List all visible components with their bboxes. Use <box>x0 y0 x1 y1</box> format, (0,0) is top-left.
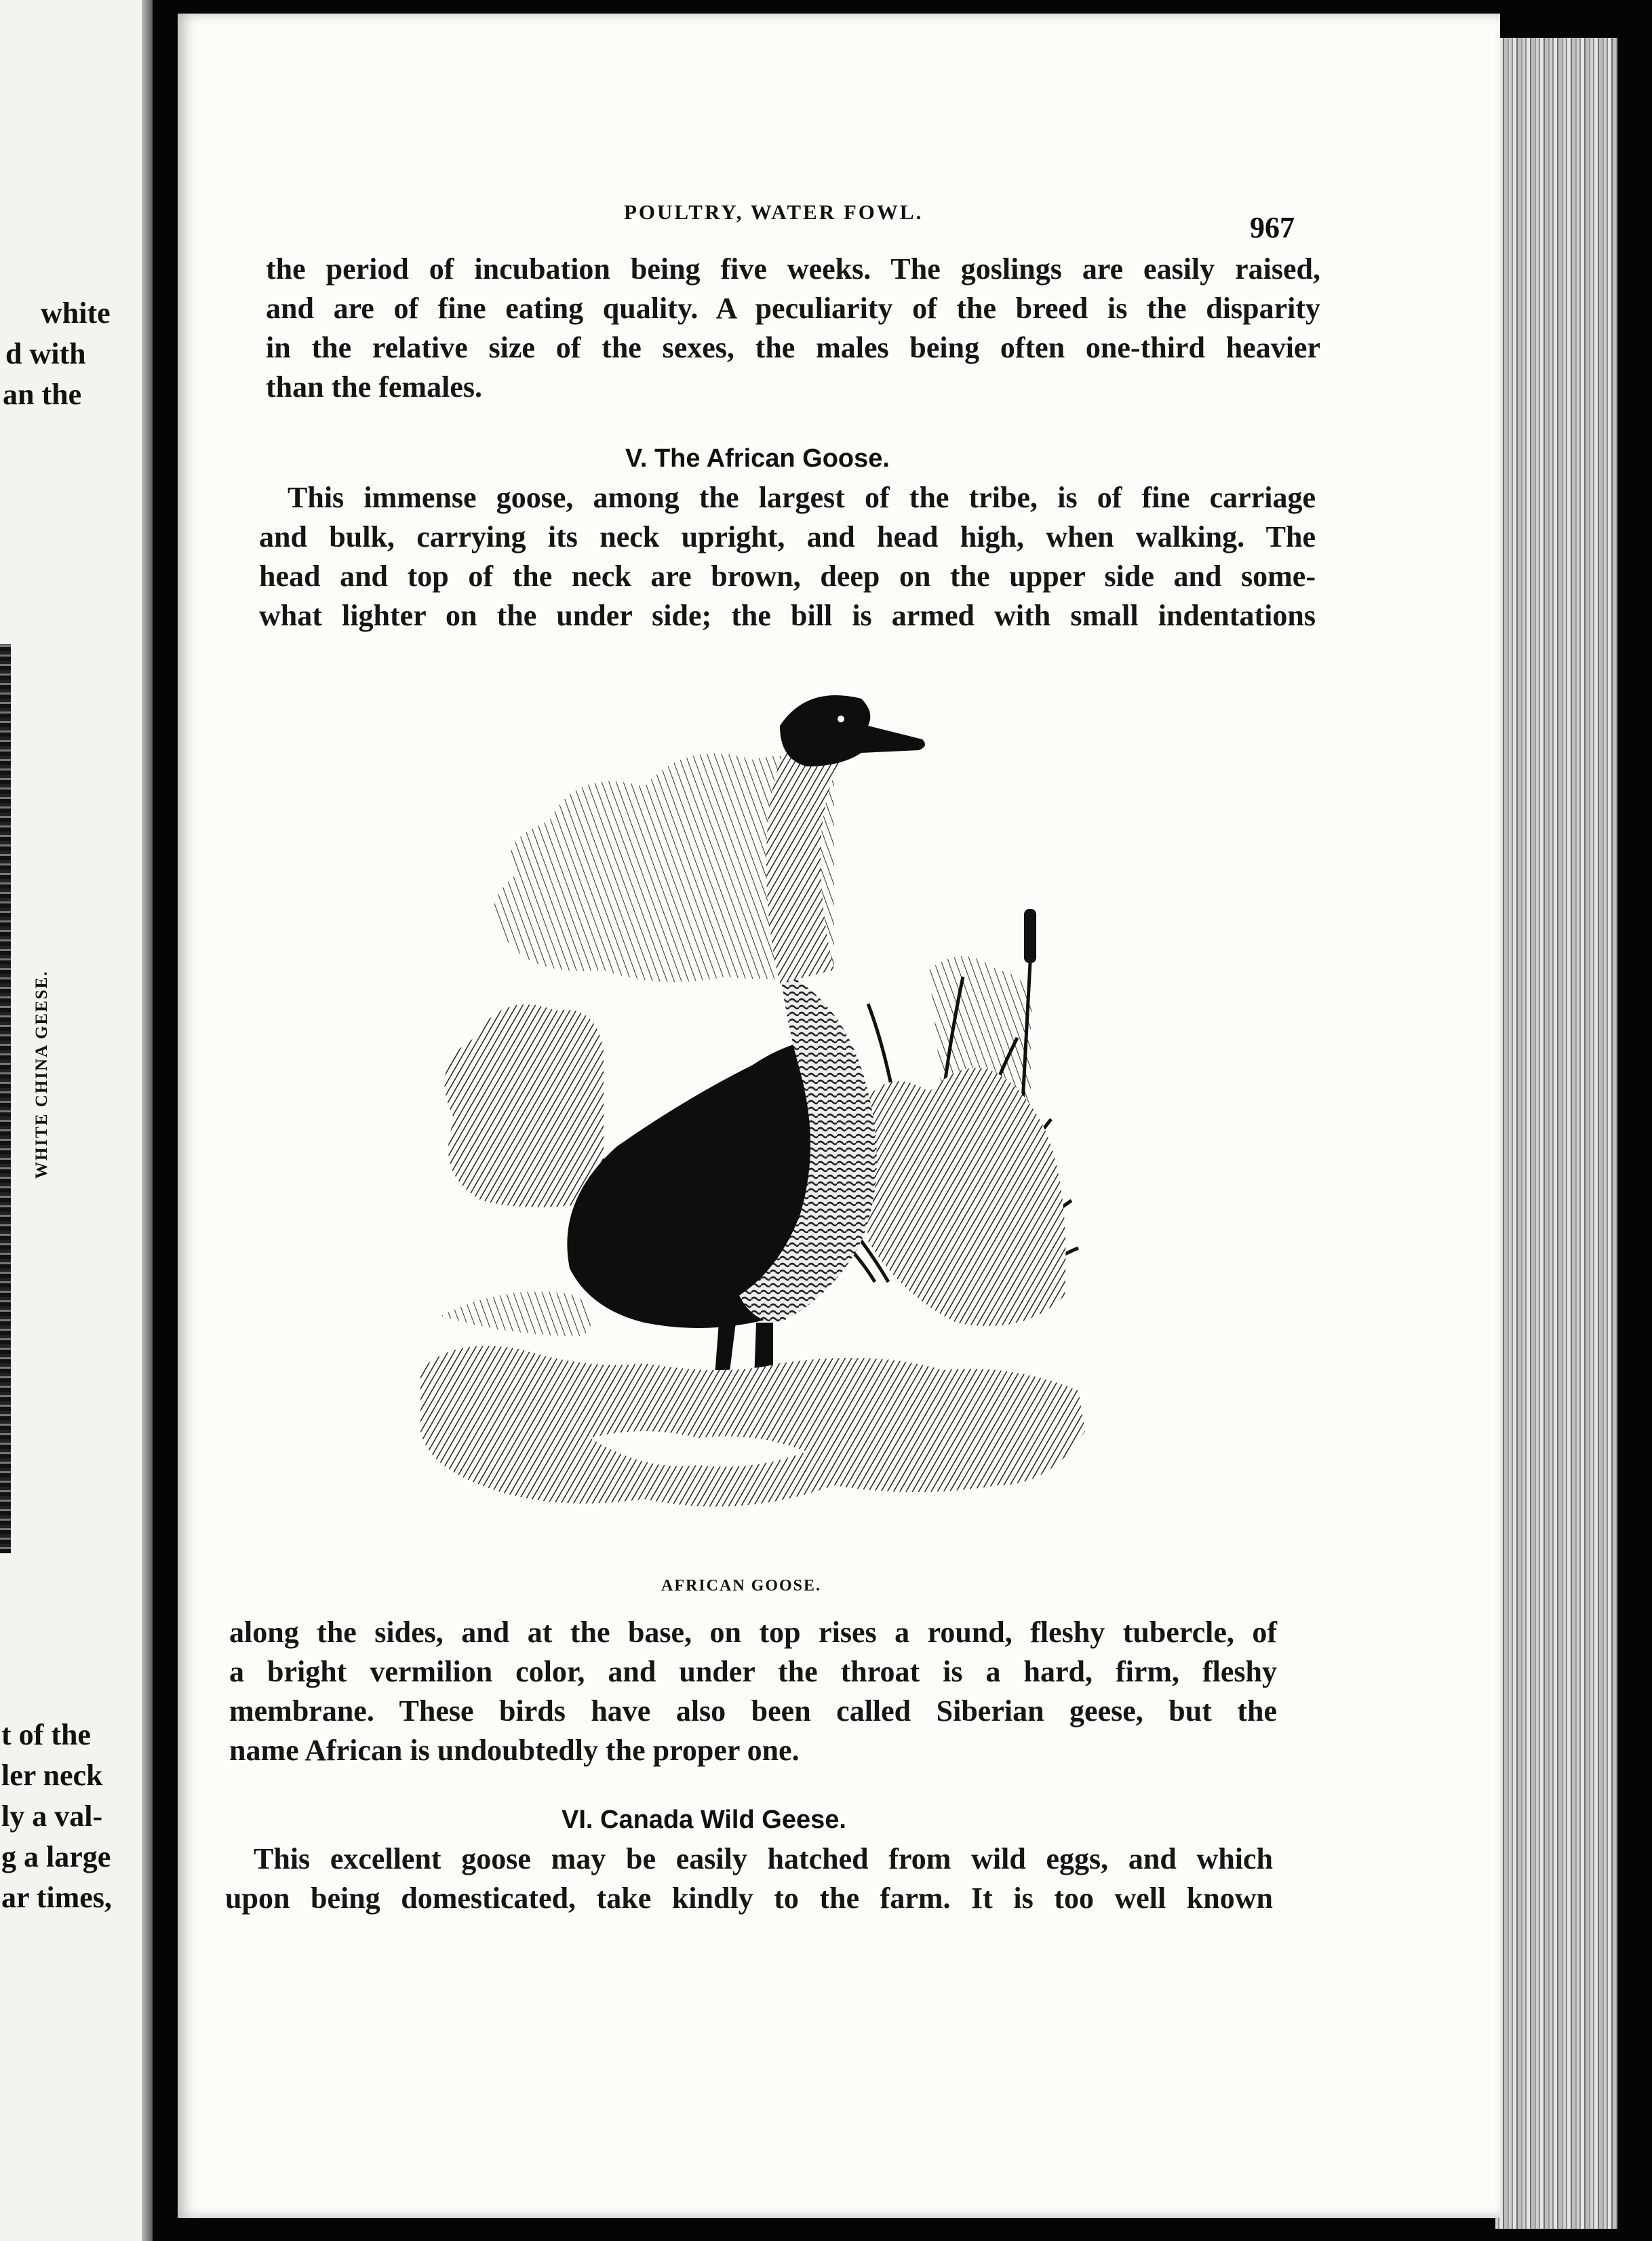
page-number: 967 <box>1250 211 1295 244</box>
section-heading-canada-geese: VI. Canada Wild Geese. <box>562 1806 846 1834</box>
left-fragment: ar times, <box>1 1881 112 1914</box>
left-fragment: an the <box>3 378 82 411</box>
text-line: and are of fine eating quality. A peculiarity of the breed is the disparity <box>266 292 1320 325</box>
paragraph-canada-geese <box>225 1839 1273 1918</box>
reed-thicket <box>861 1068 1065 1326</box>
page-edges <box>1495 38 1617 2229</box>
goose-head <box>780 695 925 766</box>
text-line: in the relative size of the sexes, the males being often one-third heavier <box>266 331 1320 364</box>
paragraph-african-goose <box>259 478 1316 636</box>
text-line: head and top of the neck are brown, deep on the upper side and some- <box>259 560 1316 593</box>
paragraph-incubation <box>266 250 1320 407</box>
gutter-shadow <box>142 0 153 2241</box>
text-line: upon being domesticated, take kindly to the farm. It is too well known <box>225 1882 1273 1915</box>
left-illustration-edge <box>0 644 11 1553</box>
goose-eye <box>838 716 844 722</box>
text-line: name African is undoubtedly the proper one. <box>229 1734 800 1767</box>
text-line: This excellent goose may be easily hatched from wild eggs, and which <box>254 1842 1273 1875</box>
left-figure-caption: WHITE CHINA GEESE. <box>33 970 51 1179</box>
running-title: POULTRY, WATER FOWL. <box>624 200 924 224</box>
text-line: This immense goose, among the largest of the tribe, is of fine carriage <box>288 481 1316 514</box>
text-line: what lighter on the under side; the bill is armed with small indentations <box>259 599 1316 632</box>
left-facing-page <box>0 0 153 2241</box>
text-line: than the females. <box>266 370 482 404</box>
left-fragment: t of the <box>1 1718 91 1751</box>
text-line: and bulk, carrying its neck upright, and head high, when walking. The <box>259 520 1316 553</box>
section-heading-african-goose: V. The African Goose. <box>625 444 890 473</box>
left-fragment: white <box>41 296 111 330</box>
left-fragment: g a large <box>1 1840 111 1873</box>
african-goose-engraving <box>400 685 1119 1553</box>
paragraph-tubercle <box>229 1613 1277 1770</box>
cattail <box>1024 909 1036 963</box>
left-fragment: d with <box>5 337 86 370</box>
storm-cloud <box>444 1005 604 1207</box>
text-line: the period of incubation being five weeks. The goslings are easily raised, <box>266 252 1320 286</box>
text-line: a bright vermilion color, and under the throat is a hard, firm, fleshy <box>229 1655 1277 1688</box>
ground-shading <box>420 1346 1085 1506</box>
text-line: membrane. These birds have also been called Siberian geese, but the <box>229 1694 1277 1728</box>
shore-line <box>441 1291 592 1336</box>
figure-caption: AFRICAN GOOSE. <box>661 1577 822 1595</box>
text-line: along the sides, and at the base, on top rises a round, fleshy tubercle, of <box>229 1616 1277 1649</box>
left-fragment: ler neck <box>1 1759 103 1792</box>
left-fragment: ly a val- <box>1 1799 103 1833</box>
